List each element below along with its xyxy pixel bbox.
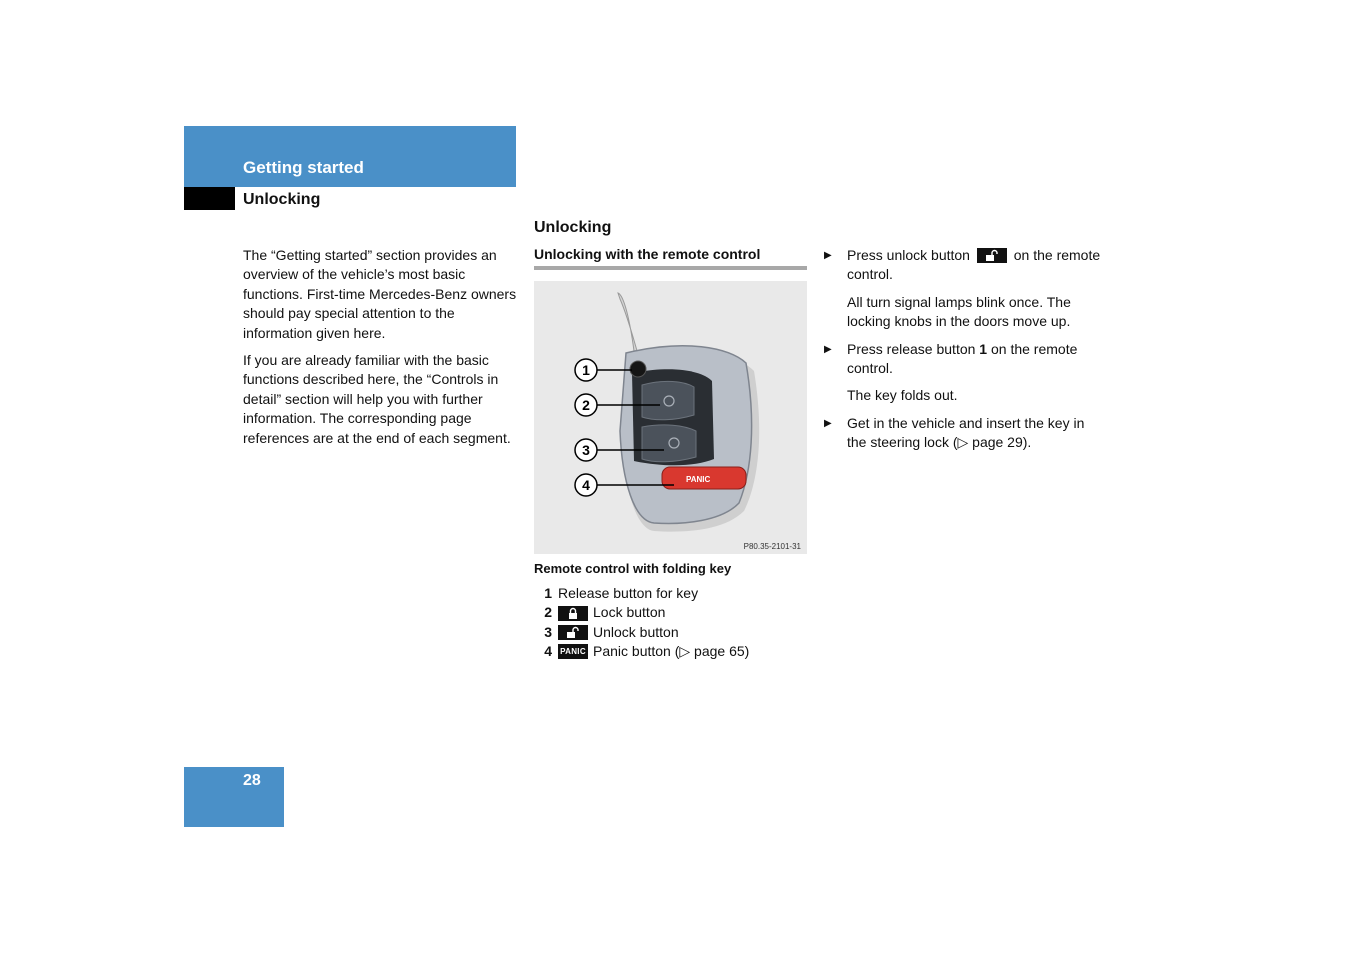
figure-caption: Remote control with folding key (534, 561, 732, 576)
callout-3 (575, 439, 597, 461)
step-result: All turn signal lamps blink once. The locking knobs in the doors move up. (847, 293, 1071, 330)
callout-number: 2 (582, 397, 590, 413)
unlock-icon (977, 248, 1007, 263)
legend-item (534, 584, 749, 603)
page-number-box (184, 767, 284, 827)
section-marker (184, 187, 235, 210)
page-number: 28 (243, 772, 261, 789)
triangle-bullet-icon: ▶ (824, 250, 832, 261)
step-text: Get in the vehicle and insert the key in the steering lock (▷ page 29). (847, 414, 1085, 451)
release-button-shape (630, 361, 646, 377)
callout-number: 1 (582, 362, 590, 378)
legend-text: Lock button (593, 604, 666, 621)
legend-number: 4 (544, 643, 552, 660)
legend-number: 1 (544, 585, 552, 601)
legend-number: 2 (544, 604, 552, 621)
remote-key-illustration (534, 281, 807, 554)
callout-1 (575, 359, 597, 381)
lock-icon (558, 606, 588, 621)
panic-icon: PANIC (558, 644, 588, 659)
figure-code: P80.35-2101-31 (743, 542, 801, 551)
step-text-part: Press unlock button (847, 247, 970, 263)
triangle-bullet-icon: ▶ (824, 417, 832, 429)
step-result: The key folds out. (847, 387, 958, 404)
step-text (847, 340, 1104, 379)
subsection-title: Unlocking (243, 191, 321, 208)
intro-paragraph: The “Getting started” section provides an overview of the vehicle’s most basic functions. First-time Mercedes-Benz owners should pay special attention to the information given here. (243, 247, 517, 341)
legend-number: 3 (544, 623, 552, 640)
instruction-steps (824, 246, 1104, 461)
figure-legend (534, 584, 749, 662)
remote-control-subheading: Unlocking with the remote control (534, 246, 807, 270)
unlocking-heading: Unlocking (534, 219, 612, 236)
legend-item (534, 623, 749, 642)
callout-number: 3 (582, 442, 590, 458)
step-text-part: Press release button (847, 340, 976, 357)
legend-item (534, 642, 749, 661)
triangle-bullet-icon: ▶ (824, 343, 832, 355)
section-title: Getting started (243, 158, 364, 177)
step-text (847, 246, 1104, 285)
step-item (824, 340, 1104, 379)
callout-4 (575, 474, 597, 496)
remote-key-figure (534, 281, 807, 554)
legend-text: Panic button (▷ page 65) (593, 643, 750, 660)
callout-2 (575, 394, 597, 416)
step-item (824, 414, 1104, 453)
lock-button-shape (642, 381, 694, 419)
legend-text: Unlock button (593, 623, 679, 640)
step-text-bold: 1 (979, 340, 988, 357)
callout-number: 4 (582, 477, 590, 493)
panic-button-text: PANIC (686, 475, 711, 484)
legend-text: Release button for key (558, 585, 699, 601)
intro-text (243, 246, 518, 456)
legend-item (534, 603, 749, 622)
unlock-icon (558, 625, 588, 640)
step-item (824, 246, 1104, 285)
step-text-part: on the remote control. (847, 340, 1078, 377)
step-text-part: on the remote control. (847, 247, 1101, 283)
intro-paragraph: If you are already familiar with the basic functions described here, the “Controls in detail” section will help you with further information. The corresponding page references are at the end of each segment. (243, 352, 511, 446)
